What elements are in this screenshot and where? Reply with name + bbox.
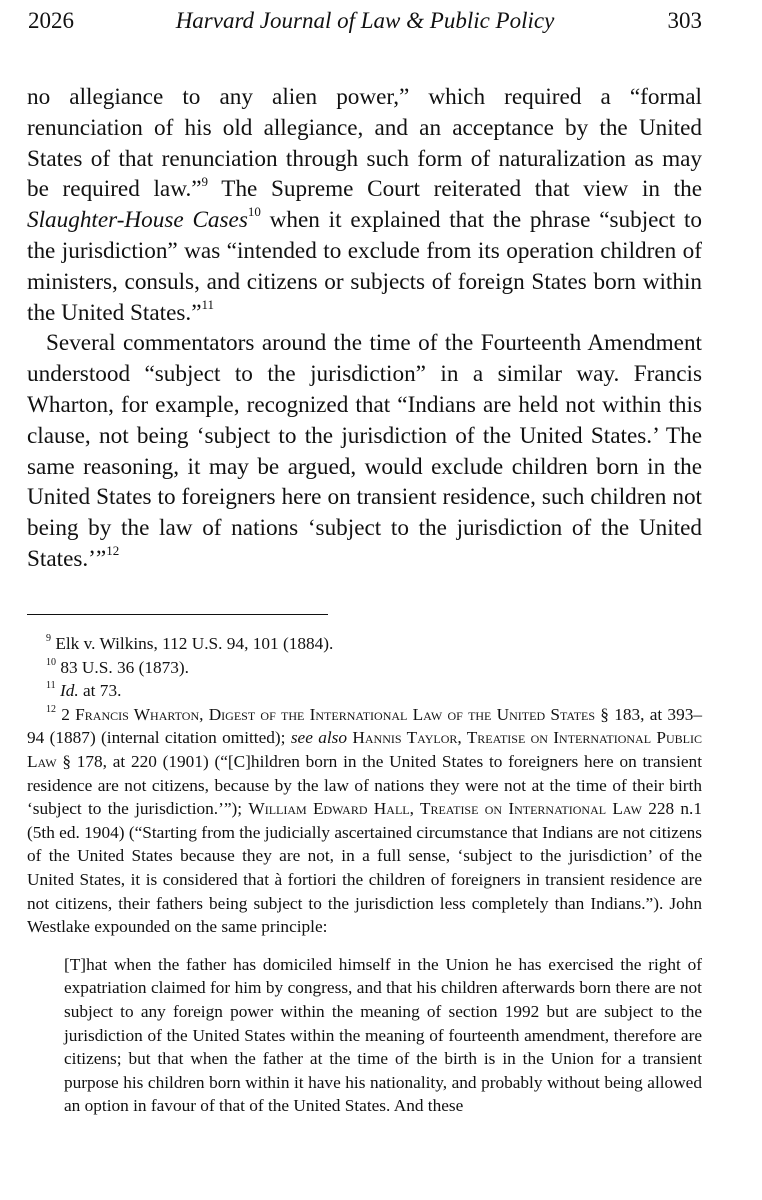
footnote-12-source-3: William Edward Hall, Treatise on International Law [248, 799, 642, 819]
footnote-12-text-2: § 178, at 220 (1901) (“[C]hildren born in the United States to foreigners here on transient residence are not citizens, because by the law of nations they were not at the time of their birth ‘subject to the jurisdiction.’”); [27, 751, 702, 819]
footnote-9-number: 9 [46, 633, 51, 645]
paragraph-1-text-c: when it explained that the phrase “subject to the jurisdiction” was “intended to exclude from its operation children of ministers, consuls, and citizens or subjects of foreign States born within the United States.” [27, 207, 702, 326]
footnote-separator [27, 614, 328, 615]
footnote-ref-10[interactable]: 10 [247, 204, 261, 220]
footnote-9-text: Elk v. Wilkins, 112 U.S. 94, 101 (1884). [51, 634, 334, 653]
footnote-10-number: 10 [46, 656, 56, 668]
main-text [27, 82, 702, 575]
paragraph-1 [27, 82, 702, 328]
footnote-12-text-3: 228 n.1 (5th ed. 1904) (“Starting from the judicially ascertained circumstance that Indians are not citizens of the United States because they are not, in a full sense, ‘subject to the jurisdiction’ of the United States, it is considered that à fortiori the children of foreigners in transient residence are not citizens, their fathers being subject to the jurisdiction less completely than Indians.”). John Westlake expounded on the same principle: [27, 799, 703, 937]
footnote-11-id: Id. [59, 681, 79, 701]
footnote-11 [27, 679, 702, 703]
footnotes [27, 632, 702, 1118]
footnote-11-text: at 73. [78, 681, 122, 701]
footnote-9 [27, 632, 702, 656]
case-name: Slaughter-House Cases [27, 207, 248, 234]
journal-title: Harvard Journal of Law & Public Policy [175, 8, 555, 33]
block-quote: [T]hat when the father has domiciled himself in the Union he has exercised the right of expatriation claimed for him by congress, and that his children afterwards born there are not subject to any foreign power within the meaning of section 1992 but are subject to the jurisdiction of the United States within the meaning of fourteenth amendment, therefore are citizens; but that when the father at the time of the birth is in the Union for a transient purpose his children born within it have his nationality, and probably without being allowed an option in favour of that of the United States. And these [64, 954, 702, 1116]
header-year: 2026 [28, 8, 74, 33]
running-header [28, 6, 702, 38]
footnote-12-signal: see also [290, 728, 348, 748]
footnote-ref-9[interactable]: 9 [201, 173, 209, 189]
footnote-ref-11[interactable]: 11 [201, 296, 215, 312]
footnote-12-text-1: § 183, at 393–94 (1887) (internal citation omitted); [27, 704, 702, 748]
paragraph-1-text-b: The Supreme Court reiterated that view in the [208, 176, 703, 203]
footnote-12 [27, 703, 702, 939]
footnote-12-source-2: Hannis Taylor, Treatise on International Public Law [27, 728, 703, 771]
footnote-ref-12[interactable]: 12 [106, 543, 120, 559]
footnote-12-source-1: 2 Francis Wharton, Digest of the International Law of the United States [61, 704, 596, 724]
paragraph-1-text-a: no allegiance to any alien power,” which required a “formal renunciation of his old allegiance, and an acceptance by the United States of that renunciation through such form of naturalization as may be required law.” [27, 84, 702, 203]
page-number: 303 [667, 8, 702, 33]
footnote-10-text: 83 U.S. 36 (1873). [56, 657, 189, 677]
footnote-10 [27, 656, 702, 680]
footnote-12-number: 12 [46, 704, 56, 716]
paragraph-2-text: Several commentators around the time of the Fourteenth Amendment understood “subject to the jurisdiction” in a similar way. Francis Wharton, for example, recognized that “Indians are held not within this clause, not being ‘subject to the jurisdiction of the United States.’ The same reasoning, it may be argued, would exclude children born in the United States to foreigners here on transient residence, such children not being by the law of nations ‘subject to the jurisdiction of the United States.’” [27, 330, 702, 572]
paragraph-2 [27, 328, 702, 574]
footnote-11-number: 11 [46, 680, 56, 692]
